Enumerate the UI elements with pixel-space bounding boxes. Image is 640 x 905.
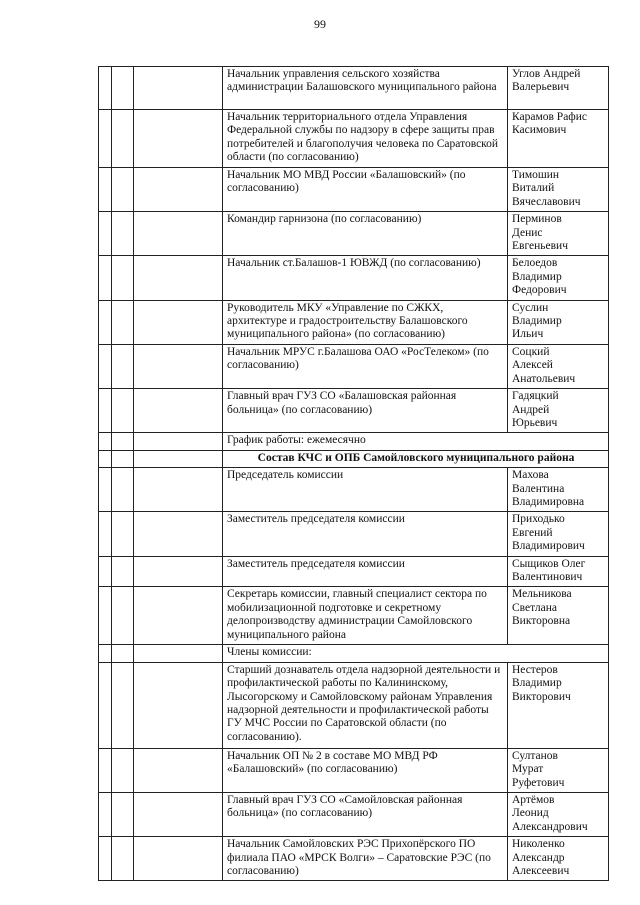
note-text: График работы: ежемесячно [223,433,609,450]
name-line: Валентина [512,482,565,495]
blank-cell [99,748,112,792]
blank-cell [134,300,223,344]
blank-cell [112,67,134,110]
name-line: Виталий [512,182,555,195]
name-line: Викторовна [512,615,571,628]
blank-cell [134,212,223,256]
blank-cell [99,837,112,881]
blank-cell [99,793,112,837]
page-number: 99 [314,17,326,31]
name-cell [508,212,609,256]
blank-cell [134,67,223,110]
name-line: Карамов Рафис [512,111,588,123]
member-row [99,67,609,110]
blank-cell [134,110,223,168]
name-line: Белоедов [512,257,558,270]
position-cell: Командир гарнизона (по согласованию) [223,212,508,256]
position-cell: Заместитель председателя комиссии [223,556,508,587]
name-line: Евгеньевич [512,240,568,253]
name-cell [508,748,609,792]
blank-cell [134,468,223,512]
name-line: Мурат [512,763,544,776]
blank-cell [99,662,112,748]
member-row [99,300,609,344]
section-title: Состав КЧС и ОПБ Самойловского муниципального района [223,450,609,467]
name-line: Николенко [512,838,565,851]
blank-cell [134,748,223,792]
blank-cell [99,389,112,433]
name-line: Леонид [512,807,549,820]
blank-cell [134,389,223,433]
member-row [99,344,609,388]
name-line: Султанов [512,749,558,762]
member-row [99,587,609,645]
name-line: Гадяцкий [512,390,559,403]
blank-cell [112,168,134,212]
member-row [99,662,609,748]
name-line: Светлана [512,601,557,614]
name-cell [508,344,609,388]
name-cell [508,67,609,110]
blank-cell [134,512,223,556]
position-cell: Начальник ОП № 2 в составе МО МВД РФ «Балашовский» (по согласованию) [223,748,508,792]
note-row [99,433,609,450]
name-cell [508,110,609,168]
blank-cell [99,67,112,110]
name-line: Владимир [512,677,562,690]
name-cell [508,300,609,344]
name-cell [508,556,609,587]
member-row [99,837,609,881]
blank-cell [112,300,134,344]
blank-cell [112,587,134,645]
member-row [99,512,609,556]
name-line: Денис [512,226,543,239]
commission-table-body [99,67,609,881]
blank-cell [112,837,134,881]
name-line: Юрьевич [512,416,558,429]
member-row [99,556,609,587]
blank-cell [112,748,134,792]
blank-cell [99,212,112,256]
name-line: Нестеров [512,663,558,676]
blank-cell [99,556,112,587]
blank-cell [112,389,134,433]
blank-cell [99,450,112,467]
name-line: Махова [512,469,549,482]
blank-cell [134,645,223,662]
member-row [99,389,609,433]
note-text: Члены комиссии: [223,645,609,662]
blank-cell [99,587,112,645]
name-line: Артёмов [512,794,555,806]
blank-cell [99,256,112,300]
blank-cell [134,344,223,388]
blank-cell [99,645,112,662]
name-line: Соцкий [512,345,550,358]
blank-cell [112,662,134,748]
blank-cell [134,793,223,837]
position-cell: Главный врач ГУЗ СО «Балашовская районная больница» (по согласованию) [223,389,508,433]
name-line: Касимович [512,124,567,137]
name-line: Александр [512,851,565,864]
blank-cell [134,837,223,881]
blank-cell [112,556,134,587]
blank-cell [134,587,223,645]
blank-cell [99,433,112,450]
name-line: Алексеевич [512,865,570,878]
position-cell: Секретарь комиссии, главный специалист сектора по мобилизационной подготовке и секретному делопроизводству администрации Самойловского муниципального района [223,587,508,645]
blank-cell [134,168,223,212]
name-line: Валерьевич [512,81,570,94]
blank-cell [112,645,134,662]
note-row [99,645,609,662]
member-row [99,168,609,212]
name-line: Руфетович [512,776,565,789]
name-line: Ильич [512,328,544,341]
name-line: Владимир [512,270,562,283]
name-line: Суслин [512,301,549,314]
blank-cell [99,110,112,168]
position-cell: Начальник территориального отдела Управления Федеральной службы по надзору в сфере защиты прав потребителей и благополучия человека по Саратовской области (по согласованию) [223,110,508,168]
blank-cell [134,433,223,450]
name-line: Приходько [512,513,565,526]
position-cell: Заместитель председателя комиссии [223,512,508,556]
name-line: Викторович [512,690,571,703]
name-line: Углов Андрей [512,68,581,80]
blank-cell [134,450,223,467]
name-cell [508,587,609,645]
position-cell: Старший дознаватель отдела надзорной деятельности и профилактической работы по Калининскому, Лысогорскому и Самойловскому районам Управления надзорной деятельности и профилактической работы ГУ МЧС России по Саратовской области (по согласованию). [223,662,508,748]
member-row [99,468,609,512]
name-line: Тимошин [512,169,560,181]
blank-cell [99,512,112,556]
name-line: Владимир [512,315,562,328]
name-cell [508,468,609,512]
blank-cell [112,433,134,450]
name-line: Владимирович [512,540,585,553]
position-cell: Председатель комиссии [223,468,508,512]
member-row [99,748,609,792]
blank-cell [112,110,134,168]
blank-cell [99,300,112,344]
position-cell: Начальник МРУС г.Балашова ОАО «РосТелеком» (по согласованию) [223,344,508,388]
name-cell [508,793,609,837]
name-cell [508,837,609,881]
blank-cell [112,212,134,256]
section-header-row [99,450,609,467]
position-cell: Начальник ст.Балашов-1 ЮВЖД (по согласованию) [223,256,508,300]
name-line: Сыщиков Олег [512,557,586,570]
position-cell: Главный врач ГУЗ СО «Самойловская районная больница» (по согласованию) [223,793,508,837]
name-cell [508,168,609,212]
blank-cell [134,662,223,748]
blank-cell [112,468,134,512]
name-line: Вячеславович [512,195,581,208]
blank-cell [112,793,134,837]
name-line: Анатольевич [512,372,576,385]
member-row [99,212,609,256]
blank-cell [99,168,112,212]
blank-cell [112,344,134,388]
member-row [99,256,609,300]
name-cell [508,512,609,556]
name-line: Алексей [512,359,553,372]
blank-cell [112,256,134,300]
name-line: Евгений [512,526,553,539]
commission-table [98,66,609,881]
blank-cell [134,556,223,587]
name-line: Андрей [512,403,550,416]
name-cell [508,389,609,433]
name-line: Валентинович [512,570,583,583]
position-cell: Начальник МО МВД России «Балашовский» (по согласованию) [223,168,508,212]
name-line: Александрович [512,820,588,833]
blank-cell [99,344,112,388]
name-line: Перминов [512,213,562,226]
name-line: Федорович [512,284,567,297]
position-cell: Начальник Самойловских РЭС Прихопёрского ПО филиала ПАО «МРСК Волги» – Саратовские РЭС (по согласованию) [223,837,508,881]
name-cell [508,256,609,300]
name-cell [508,662,609,748]
blank-cell [112,450,134,467]
position-cell: Руководитель МКУ «Управление по СЖКХ, архитектуре и градостроительству Балашовского муниципального района» (по согласованию) [223,300,508,344]
member-row [99,110,609,168]
position-cell: Начальник управления сельского хозяйства администрации Балашовского муниципального района [223,67,508,110]
name-line: Мельникова [512,588,572,601]
blank-cell [112,512,134,556]
member-row [99,793,609,837]
blank-cell [99,468,112,512]
blank-cell [134,256,223,300]
name-line: Владимировна [512,495,585,508]
